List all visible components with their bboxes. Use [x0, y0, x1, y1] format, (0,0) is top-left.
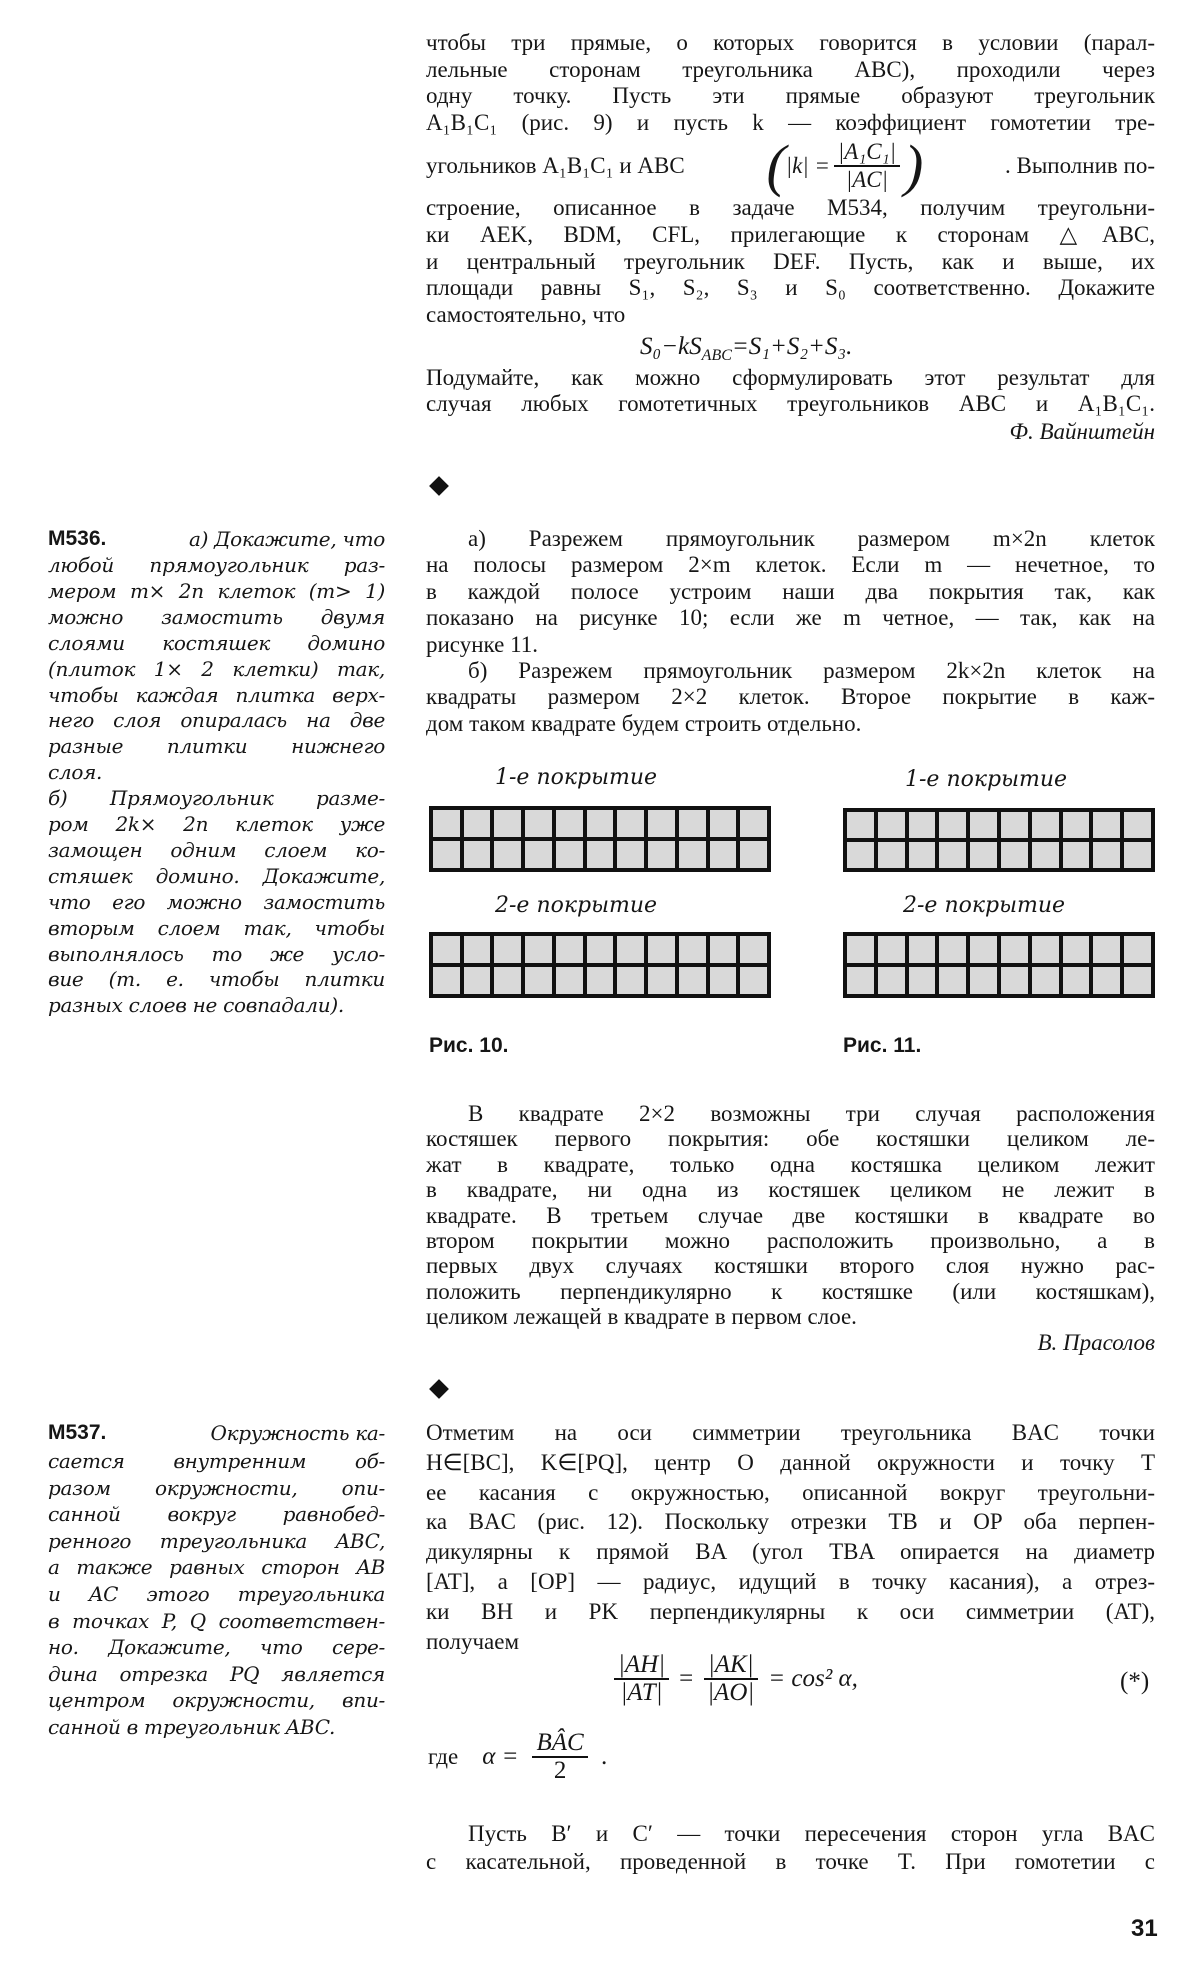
- grid-cell: [878, 842, 905, 868]
- grid-cell: [1093, 967, 1120, 994]
- grid-cell: [556, 967, 583, 994]
- grid-cell: [740, 967, 767, 994]
- text-line: A₁B₁C₁ (рис. 9) и пусть k — коэффициент гомотетии тре-: [426, 110, 1155, 136]
- text-line: и AC этого треугольника: [48, 1582, 385, 1606]
- alpha-definition: [428, 1730, 608, 1784]
- text-line: чтобы три прямые, о которых говорится в условии (парал-: [426, 30, 1155, 55]
- text-line: квадрате. В третьем случае две костяшки в квадрате во: [426, 1202, 1155, 1228]
- grid-cell: [1124, 842, 1151, 868]
- formula-sub: ABC: [701, 347, 732, 364]
- grid-cell: [1124, 936, 1151, 963]
- grid-cell: [878, 936, 905, 963]
- text-line: костяшек первого покрытия: обе костяшки целиком ле-: [426, 1126, 1155, 1152]
- text-line: одну точку. Пусть эти прямые образуют треугольник: [426, 83, 1155, 109]
- fraction-expression: [766, 133, 924, 198]
- grid-cell: [1093, 842, 1120, 868]
- grid-cell: [556, 841, 583, 868]
- grid-cell: [556, 810, 583, 837]
- grid-cell: [679, 967, 706, 994]
- text-line: Отметим на оси симметрии треугольника BAC точки: [426, 1420, 1155, 1445]
- formula-right: =S₁+S₂+S₃.: [731, 333, 853, 360]
- fig11-caption-1: 1-е покрытие: [905, 767, 1068, 792]
- grid-cell: [556, 936, 583, 963]
- grid-cell: [740, 841, 767, 868]
- grid-cell: [970, 967, 997, 994]
- text-line: санной в треугольник ABC.: [48, 1715, 336, 1739]
- grid-cell: [617, 810, 644, 837]
- grid-cell: [648, 810, 675, 837]
- grid-cell: [939, 936, 966, 963]
- grid-cell: [970, 812, 997, 838]
- text-line: получаем: [426, 1628, 520, 1654]
- grid-cell: [909, 936, 936, 963]
- text-line: дом таком квадрате будем строить отдельно.: [426, 710, 862, 736]
- fraction-lhs: |k| =: [785, 153, 830, 178]
- grid-cell: [617, 936, 644, 963]
- grid-cell: [970, 842, 997, 868]
- fig11-grid-1: [843, 808, 1155, 872]
- grid-cell: [433, 810, 460, 837]
- text-line: ром 2k× 2n клеток уже: [48, 812, 385, 836]
- grid-cell: [1001, 812, 1028, 838]
- denominator-2: 2: [553, 1757, 567, 1784]
- text-line: целиком лежащей в квадрате в первом слое.: [426, 1304, 857, 1330]
- alpha-lhs: α =: [482, 1743, 519, 1770]
- text-line: В квадрате 2×2 возможны три случая расположения: [468, 1101, 1155, 1126]
- text-line: квадраты размером 2×2 клеток. Второе покрытие в каж-: [426, 684, 1155, 710]
- grid-cell: [740, 810, 767, 837]
- grid-cell: [494, 841, 521, 868]
- fraction-suffix: . Выполнив по-: [1005, 153, 1155, 178]
- grid-cell: [1001, 967, 1028, 994]
- grid-cell: [494, 936, 521, 963]
- text-line: можно замостить двумя: [48, 604, 385, 629]
- fig11-grid-2: [843, 932, 1155, 998]
- formula-left: S₀−kS: [640, 333, 702, 360]
- grid-cell: [494, 967, 521, 994]
- fig11-caption-2: 2-е покрытие: [903, 893, 1066, 918]
- text-line: б) Разрежем прямоугольник размером 2k×2n клеток на: [468, 658, 1155, 683]
- m537-first-line: [48, 1419, 385, 1447]
- text-line: слоями костяшек домино: [48, 630, 385, 655]
- equation-star: [610, 1652, 858, 1706]
- grid-cell: [525, 967, 552, 994]
- equals-sign: =: [679, 1665, 694, 1692]
- grid-cell: [939, 967, 966, 994]
- text-line: лельные сторонам треугольника ABC), проходили через: [426, 56, 1155, 82]
- text-line: в точках P, Q соответствен-: [48, 1608, 385, 1633]
- grid-cell: [648, 967, 675, 994]
- text-line: (плиток 1× 2 клетки) так,: [48, 656, 385, 681]
- text-line: рисунке 11.: [426, 631, 538, 657]
- grid-cell: [710, 841, 737, 868]
- grid-cell: [1063, 936, 1090, 963]
- grid-cell: [1032, 967, 1059, 994]
- text-line: стяшек домино. Докажите,: [48, 863, 385, 888]
- grid-cell: [1001, 842, 1028, 868]
- text-line: в квадрате, ни одна из костяшек целиком не лежит в: [426, 1177, 1155, 1203]
- grid-cell: [433, 936, 460, 963]
- cos-squared: = cos² α,: [768, 1665, 858, 1692]
- m536-first-line: [48, 525, 385, 553]
- grid-cell: [909, 812, 936, 838]
- fig10-grid-2: [429, 932, 771, 998]
- grid-cell: [1063, 967, 1090, 994]
- text-line: чтобы каждая плитка верх-: [48, 682, 385, 707]
- fraction-prefix: угольников A₁B₁C₁ и ABC: [426, 153, 685, 178]
- formula-areas: [640, 333, 852, 365]
- equation-tag: (*): [1120, 1668, 1150, 1695]
- grid-cell: [617, 967, 644, 994]
- fraction-denominator: |AC|: [845, 167, 888, 192]
- period: .: [601, 1743, 608, 1770]
- text-line: ренного треугольника ABC,: [48, 1528, 385, 1553]
- grid-cell: [587, 967, 614, 994]
- grid-cell: [710, 936, 737, 963]
- grid-cell: [679, 936, 706, 963]
- grid-cell: [1001, 936, 1028, 963]
- text-line: что его можно замостить: [48, 889, 385, 914]
- grid-cell: [1124, 812, 1151, 838]
- grid-cell: [464, 810, 491, 837]
- text-line: него слоя опиралась на две: [48, 708, 385, 733]
- text-line: но. Докажите, что сере-: [48, 1635, 385, 1660]
- text-line: случая любых гомотетичных треугольников ABC и A₁B₁C₁.: [426, 391, 1155, 416]
- grid-cell: [878, 812, 905, 838]
- text-line: жат в квадрате, только одна костяшка целиком лежит: [426, 1151, 1155, 1177]
- grid-cell: [464, 936, 491, 963]
- diamond-separator-icon: [429, 1379, 449, 1399]
- grid-cell: [648, 936, 675, 963]
- text-line: ки BH и PK перпендикулярны к оси симметрии (AT),: [426, 1598, 1155, 1624]
- grid-cell: [1124, 967, 1151, 994]
- fraction-bac-2: [532, 1730, 587, 1784]
- text-line: разные плитки нижнего: [48, 734, 385, 759]
- grid-cell: [939, 812, 966, 838]
- grid-cell: [525, 810, 552, 837]
- grid-cell: [679, 810, 706, 837]
- grid-cell: [1063, 812, 1090, 838]
- grid-cell: [648, 841, 675, 868]
- text-line: ее касания с окружностью, описанной вокруг треугольни-: [426, 1479, 1155, 1505]
- text-line: дикулярны к прямой BA (угол TBA опирается на диаметр: [426, 1539, 1155, 1565]
- grid-cell: [494, 810, 521, 837]
- grid-cell: [970, 936, 997, 963]
- fig10-caption-2: 2-е покрытие: [495, 893, 658, 918]
- text-line: втором покрытии можно расположить произвольно, а в: [426, 1228, 1155, 1253]
- text-line: мером m× 2n клеток (m> 1): [48, 578, 385, 603]
- text-line: центром окружности, впи-: [48, 1688, 385, 1713]
- grid-cell: [587, 810, 614, 837]
- grid-cell: [939, 842, 966, 868]
- intro-lines-a: [426, 0, 1155, 140]
- m536-first-text: а) Докажите, что: [188, 527, 385, 551]
- text-line: и центральный треугольник DEF. Пусть, как и выше, их: [426, 248, 1155, 274]
- text-line: слоя.: [48, 760, 103, 785]
- text-line: замощен одним слоем ко-: [48, 837, 385, 862]
- grid-cell: [710, 810, 737, 837]
- fig10-label: Рис. 10.: [429, 1034, 509, 1057]
- m536-label: M536.: [48, 527, 107, 550]
- text-line: показано на рисунке 10; если же m четное, — так, как на: [426, 605, 1155, 631]
- grid-cell: [525, 841, 552, 868]
- text-line: любой прямоугольник раз-: [48, 553, 385, 577]
- paren-close: ): [903, 133, 924, 198]
- grid-cell: [1032, 812, 1059, 838]
- text-line: а) Разрежем прямоугольник размером m×2n клеток: [468, 526, 1155, 551]
- text-line: санной вокруг равнобед-: [48, 1502, 385, 1527]
- fraction-ah-at: [614, 1652, 669, 1706]
- text-line: самостоятельно, что: [426, 302, 626, 328]
- text-line: положить перпендикулярно к костяшке (или костяшкам),: [426, 1278, 1155, 1304]
- paren-open: (: [766, 133, 786, 198]
- grid-cell: [847, 842, 874, 868]
- grid-cell: [847, 812, 874, 838]
- text-line: в каждой полосе устроим наши два покрытия так, как: [426, 578, 1155, 604]
- fig10-caption-1: 1-е покрытие: [495, 765, 658, 790]
- grid-cell: [464, 841, 491, 868]
- text-line: ка BAC (рис. 12). Поскольку отрезки TB и OP оба перпен-: [426, 1509, 1155, 1535]
- text-line: H∈[BC], K∈[PQ], центр O данной окружности и точку T: [426, 1449, 1155, 1475]
- text-line: Подумайте, как можно сформулировать этот результат для: [426, 365, 1155, 390]
- fig10-grid-1: [429, 806, 771, 872]
- numerator-ak: |AK|: [704, 1652, 758, 1680]
- text-line: строение, описанное в задаче M534, получим треугольни-: [426, 195, 1155, 220]
- grid-cell: [909, 967, 936, 994]
- grid-cell: [525, 936, 552, 963]
- grid-cell: [587, 841, 614, 868]
- text-line: вторым слоем так, чтобы: [48, 915, 385, 940]
- text-line: разом окружности, опи-: [48, 1475, 385, 1500]
- grid-cell: [433, 967, 460, 994]
- grid-cell: [433, 841, 460, 868]
- grid-cell: [1063, 842, 1090, 868]
- fraction-ak-ao: [703, 1652, 758, 1706]
- grid-cell: [464, 967, 491, 994]
- grid-cell: [878, 967, 905, 994]
- text-line: сается внутренним об-: [48, 1449, 385, 1473]
- grid-cell: [1032, 842, 1059, 868]
- grid-cell: [587, 936, 614, 963]
- grid-cell: [679, 841, 706, 868]
- page-number: 31: [1131, 1915, 1158, 1942]
- fraction-line: [426, 133, 1155, 198]
- text-line: разных слоев не совпадали).: [48, 993, 344, 1018]
- numerator-bac: BÂC: [532, 1730, 587, 1758]
- fig11-label: Рис. 11.: [843, 1034, 922, 1057]
- fraction: [834, 139, 900, 193]
- text-line: первых двух случаях костяшки второго слоя нужно рас-: [426, 1253, 1155, 1279]
- text-line: площади равны S₁, S₂, S₃ и S₀ соответственно. Докажите: [426, 275, 1155, 301]
- grid-cell: [1093, 812, 1120, 838]
- text-line: вие (т. е. чтобы плитки: [48, 967, 385, 992]
- diamond-separator-icon: [429, 476, 449, 496]
- m537-label: M537.: [48, 1421, 107, 1444]
- text-line: а также равных сторон AB: [48, 1555, 385, 1580]
- text-line: б) Прямоугольник разме-: [48, 786, 385, 811]
- where-word: где: [428, 1744, 459, 1769]
- grid-cell: [847, 936, 874, 963]
- grid-cell: [710, 967, 737, 994]
- signature-vainshtein: Ф. Вайнштейн: [1009, 419, 1155, 444]
- denominator-at: |AT|: [620, 1679, 663, 1706]
- text-line: дина отрезка PQ является: [48, 1661, 385, 1686]
- fraction-numerator: |A₁C₁|: [834, 139, 900, 167]
- grid-cell: [847, 967, 874, 994]
- m537-first-text: Окружность ка-: [210, 1421, 385, 1445]
- text-line: Пусть B′ и C′ — точки пересечения сторон угла BAC: [468, 1821, 1155, 1846]
- text-line: с касательной, проведенной в точке T. При гомотетии с: [426, 1849, 1155, 1874]
- numerator-ah: |AH|: [614, 1652, 669, 1680]
- text-line: выполнялось то же усло-: [48, 941, 385, 966]
- grid-cell: [740, 936, 767, 963]
- grid-cell: [1032, 936, 1059, 963]
- grid-cell: [1093, 936, 1120, 963]
- denominator-ao: |AO|: [707, 1679, 755, 1706]
- text-line: на полосы размером 2×m клеток. Если m — нечетное, то: [426, 552, 1155, 578]
- signature-prasolov: В. Прасолов: [1037, 1330, 1155, 1355]
- grid-cell: [909, 842, 936, 868]
- text-line: ки AEK, BDM, CFL, прилегающие к сторонам △ABC,: [426, 221, 1155, 247]
- grid-cell: [617, 841, 644, 868]
- text-line: [AT], а [OP] — радиус, идущий в точку касания), а отрез-: [426, 1569, 1155, 1594]
